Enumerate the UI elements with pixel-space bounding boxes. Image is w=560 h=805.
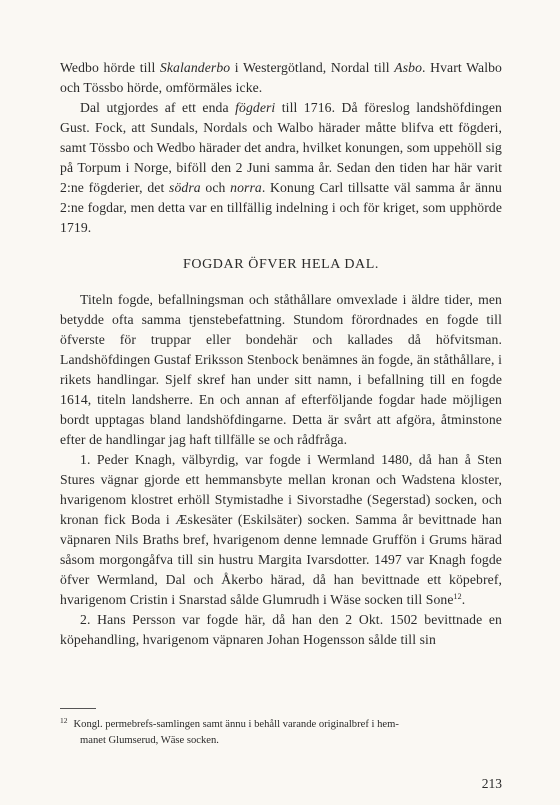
text-run: 2. Hans Persson var fogde här, då han den 2 Okt. 1502 bevittnade en köpehandling, hvarigenom väpnaren Johan Hogensson sålde till sin	[60, 612, 502, 647]
paragraphs-top	[60, 58, 502, 238]
text-run: . Konung Carl tillsatte väl samma år ännu 2:ne fogdar, men detta var en tillfällig indelning i och för kriget, som upphörde 1719.	[60, 180, 503, 235]
page-number: 213	[481, 776, 502, 791]
italic-text: Asbo	[394, 60, 423, 75]
text-run: Dal utgjordes af ett enda	[80, 100, 236, 115]
italic-text: fögderi	[235, 100, 276, 115]
footnote-text-line1: Kongl. permebrefs-samlingen samt ännu i behåll varande originalbref i hem-	[73, 719, 399, 730]
text-run: Titeln fogde, befallningsman och ståthållare omvexlade i äldre tider, men betydde ofta samma tjenstebefattning. Stundom förordnades en fogde till öfverste för truppar eller bondehär och kallades då höfvitsman. Landshöfdingen Gustaf Eriksson Stenbock benämnes än fogde, än ståthållare, i rikets handlingar. Sjelf skref han under sitt namn, i befallning till en fogde 1614, titeln landsherre. En och annan af efterföljande fogdar hade möjligen bordt upptagas bland landshöfdingarne. Detta är svårt att afgöra, åtminstone efter de handlingar jag haft tillfälle se och rådfråga.	[60, 292, 502, 447]
italic-text: södra	[169, 180, 201, 195]
text-run: i Westergötland, Nordal till	[230, 60, 395, 75]
text-run: . Hvart Walbo och Tössbo hörde, omförmäles icke.	[60, 60, 502, 95]
footnote	[60, 713, 502, 749]
footnote-ref: 12	[453, 592, 462, 601]
text-run: till 1716. Då föreslog landshöfdingen Gust. Fock, att Sundals, Nordals och Walbo härader måtte blifva ett fögderi, samt Tössbo och Wedbo härader det andra, hvilket konungen, som uppehöll sig på Torpum i Norge, biföll den 2 Juni samma år. Sedan den tiden har här varit 2:ne fögderier, det	[60, 100, 502, 195]
body-text	[60, 58, 502, 650]
paragraph	[60, 290, 502, 450]
footnote-number: 12	[60, 716, 68, 725]
footnote-divider	[60, 708, 96, 709]
paragraph	[60, 98, 502, 238]
text-run: 1. Peder Knagh, välbyrdig, var fogde i Wermland 1480, då han å Sten Stures vägnar gjorde ett hemmansbyte mellan kronan och Wadstena kloster, hvarigenom klostret erhöll Stymistadhe i Sivorstadhe (Segerstad) socken, och kronan fick Boda i Æskesäter (Eskilsäter) socken. Samma år bevittnade han väpnaren Nils Braths bref, hvarigenom denne lemnade Gruffön i Grums härad såsom morgongåfva till sin hustru Margita Ivarsdotter. 1497 var Knagh fogde öfver Wermland, Dal och Åkerbo härad, då han bevittnade ett köpebref, hvarigenom Cristin i Snarstad sålde Glumrudh i Wäse socken till Sone	[60, 452, 502, 607]
text-run: Wedbo hörde till	[60, 60, 160, 75]
text-run: .	[461, 592, 466, 607]
paragraph	[60, 450, 502, 610]
italic-text: norra	[230, 180, 262, 195]
text-run: och	[200, 180, 231, 195]
footnote-text-line2: manet Glumserud, Wäse socken.	[80, 735, 219, 746]
section-heading: FOGDAR ÖFVER HELA DAL.	[183, 257, 379, 272]
paragraph	[60, 610, 502, 650]
italic-text: Skalanderbo	[159, 60, 231, 75]
paragraphs-bottom	[60, 290, 502, 650]
paragraph	[60, 58, 502, 98]
